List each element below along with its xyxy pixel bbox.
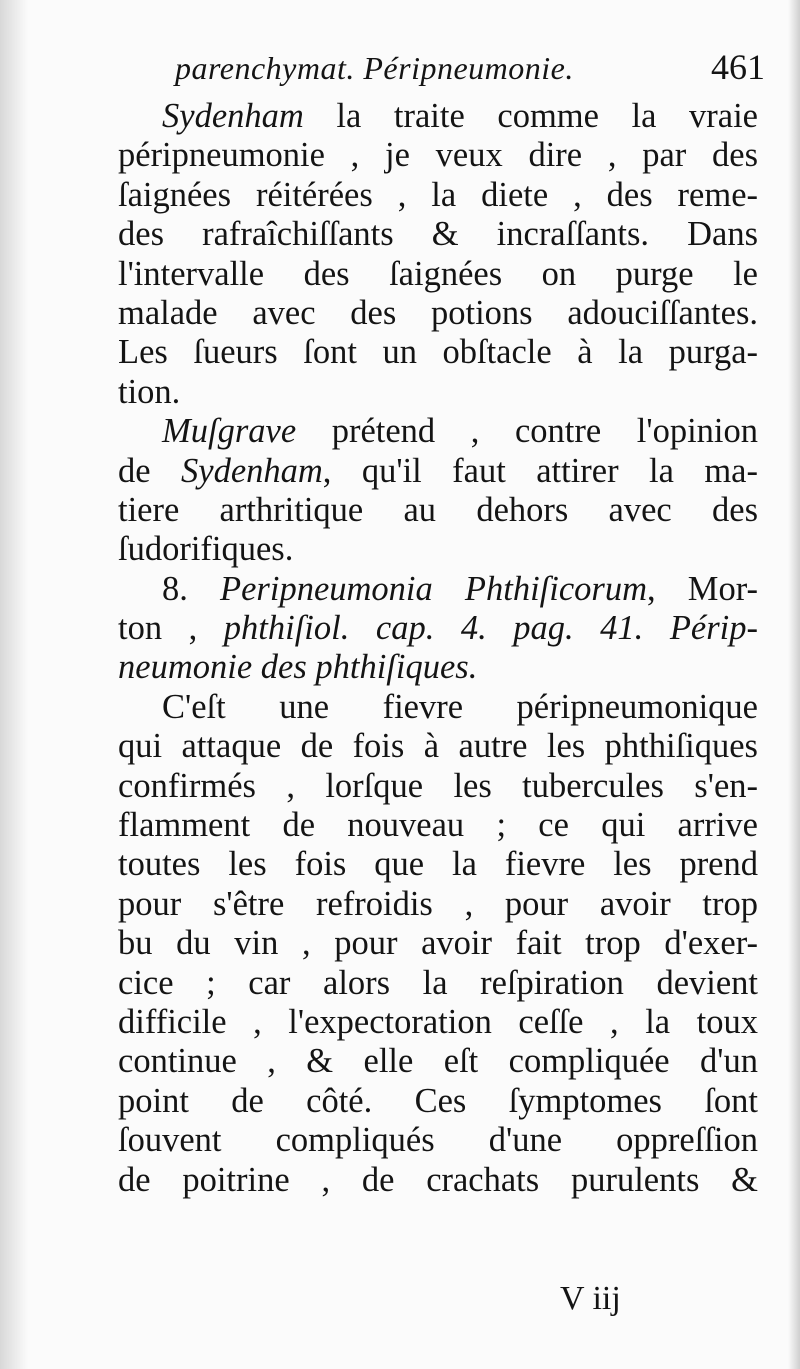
text-segment: qui attaque de fois à autre les phthiſiques (118, 727, 758, 766)
text-line (118, 845, 758, 884)
text-segment: point de côté. Ces ſymptomes ſont (118, 1081, 758, 1120)
text-segment: la traite comme la vraie (303, 97, 758, 135)
text-segment: tiere arthritique au dehors avec des (118, 490, 758, 529)
text-line (118, 767, 758, 806)
text-line (118, 136, 758, 175)
text-line (118, 1042, 758, 1081)
text-line (118, 491, 758, 530)
text-segment: 8. (162, 569, 221, 608)
running-head-title: parenchymat. Péripneumonie. (175, 50, 574, 86)
italic-text: neumonie des phthiſiques. (118, 648, 478, 687)
text-line (118, 964, 758, 1003)
text-segment: pour s'être refroidis , pour avoir trop (118, 884, 758, 923)
text-segment: de poitrine , de crachats purulents & (118, 1160, 758, 1199)
text-line (118, 924, 758, 963)
text-line (118, 1121, 758, 1160)
text-line (118, 373, 758, 412)
text-segment: malade avec des potions adouciſſantes. (118, 293, 758, 332)
page-number: 461 (711, 47, 765, 87)
text-segment: C'eſt une fievre péripneumonique (162, 687, 758, 726)
italic-text: Sydenham (162, 97, 304, 135)
signature-mark: V iij (560, 1280, 621, 1317)
text-segment: continue , & elle eſt compliquée d'un (118, 1042, 758, 1081)
text-line (118, 530, 758, 569)
text-line (118, 333, 758, 372)
text-line (118, 97, 758, 136)
text-segment: confirmés , lorſque les tubercules s'en- (118, 766, 758, 805)
text-line (118, 570, 758, 609)
page-edge (788, 0, 800, 1369)
text-segment: des rafraîchiſſants & incraſſants. Dans (118, 215, 758, 254)
italic-text: phthiſiol. cap. 4. pag. 41. Périp- (223, 609, 758, 648)
text-line (118, 885, 758, 924)
text-line (118, 255, 758, 294)
text-line (118, 1161, 758, 1200)
text-line (118, 452, 758, 491)
text-segment: tion. (118, 372, 181, 411)
text-segment: difficile , l'expectoration ceſſe , la toux (118, 1002, 758, 1041)
text-segment: prétend , contre l'opinion (296, 412, 758, 451)
text-segment: ſouvent compliqués d'une oppreſſion (118, 1121, 758, 1160)
text-line (118, 648, 758, 687)
text-line (118, 412, 758, 451)
text-line (118, 176, 758, 215)
text-line (118, 1082, 758, 1121)
italic-text: Sydenham (181, 451, 323, 490)
text-segment: de (118, 451, 181, 490)
text-segment: flamment de nouveau ; ce qui arrive (118, 806, 758, 845)
italic-text: Peripneumonia Phthiſicorum (220, 569, 647, 608)
text-segment: ſudorifiques. (118, 530, 294, 569)
text-segment: l'intervalle des ſaignées on purge le (118, 254, 758, 293)
text-line (118, 806, 758, 845)
text-segment: , qu'il faut attirer la ma- (322, 451, 758, 490)
binding-shadow (0, 0, 28, 1369)
text-line (118, 727, 758, 766)
text-segment: cice ; car alors la reſpiration devient (118, 963, 758, 1002)
text-line (118, 688, 758, 727)
text-line (118, 1003, 758, 1042)
text-segment: ton , (118, 609, 224, 648)
text-line (118, 294, 758, 333)
running-head (175, 46, 765, 96)
text-line (118, 215, 758, 254)
italic-text: Muſgrave (162, 412, 297, 451)
text-segment: , Mor- (647, 569, 759, 608)
text-line (118, 609, 758, 648)
text-segment: toutes les fois que la fievre les prend (118, 845, 758, 884)
text-segment: bu du vin , pour avoir fait trop d'exer- (118, 924, 758, 963)
text-segment: ſaignées réitérées , la diete , des reme- (118, 175, 758, 214)
body-text (118, 97, 758, 1200)
text-segment: péripneumonie , je veux dire , par des (118, 136, 758, 175)
text-segment: Les ſueurs ſont un obſtacle à la purga- (118, 333, 758, 372)
